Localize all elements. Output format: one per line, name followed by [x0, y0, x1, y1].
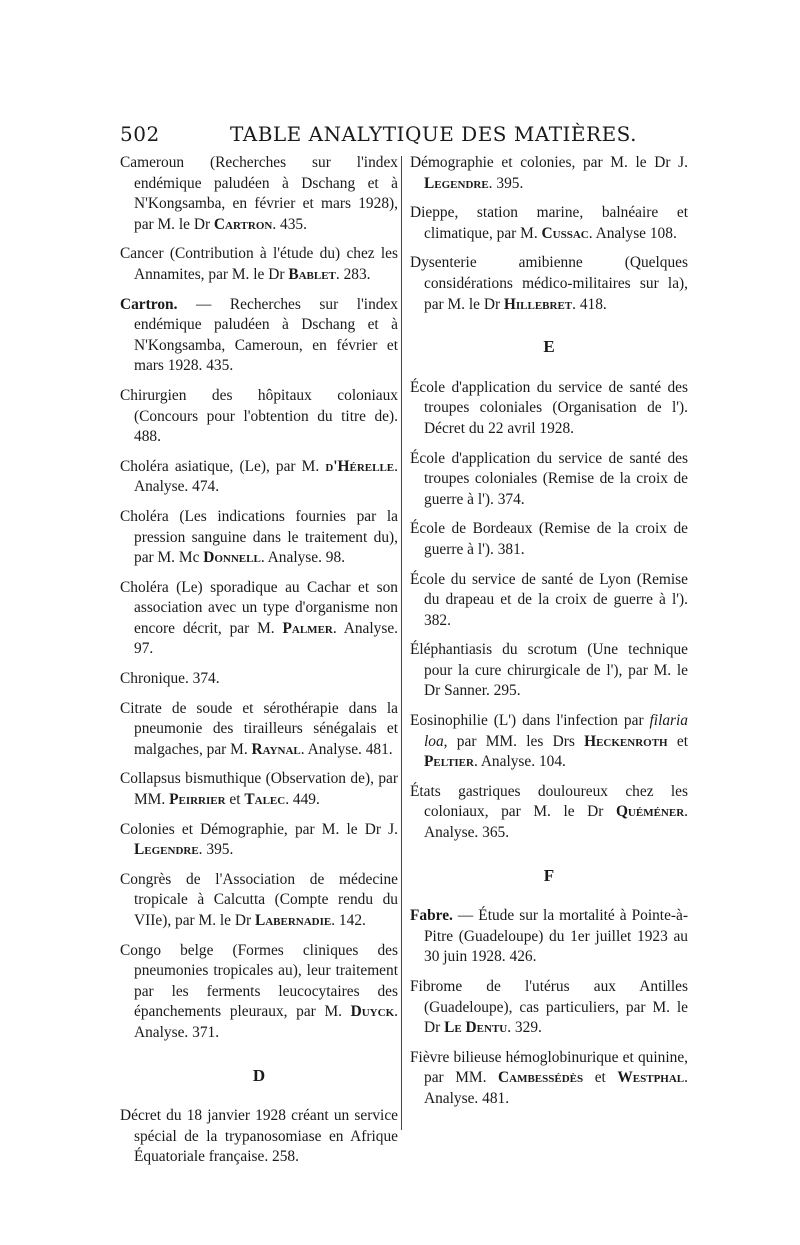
page-number: 502	[120, 122, 160, 146]
entry-text: Colonies et Démographie, par M. le Dr J.	[120, 820, 398, 838]
section-letter: D	[252, 1065, 266, 1085]
entry-text: Démographie et colonies, par M. le Dr J.	[410, 154, 688, 171]
index-entry	[120, 578, 398, 660]
index-entry	[410, 782, 688, 844]
entry-heading: Fabre.	[410, 907, 453, 925]
author-name: d'Hérelle	[325, 457, 395, 475]
right-column	[410, 153, 688, 1119]
entry-text: Fibrome de l'utérus aux Antilles (Guadeloupe), cas particuliers, par M. le Dr	[410, 978, 688, 1037]
index-entry	[120, 699, 398, 761]
entry-text: Dysenterie amibienne (Quelques considérations médico-militaires sur la), par M. le Dr	[410, 254, 688, 313]
left-column	[120, 153, 398, 1177]
author-name: Legendre	[134, 841, 199, 859]
entry-text: . Analyse. 371.	[134, 1003, 398, 1041]
entry-text: Choléra (Les indications fournies par la pression sanguine dans le traitement du), par M. Mc	[120, 507, 398, 567]
author-name: Bablet	[288, 265, 336, 283]
index-entry	[120, 820, 398, 861]
index-entry	[410, 519, 688, 560]
entry-text: filaria loa	[424, 712, 688, 750]
author-name: Cartron	[213, 215, 273, 233]
entry-text: Eosinophilie (L') dans l'infection par	[410, 712, 650, 730]
author-name: Raynal	[251, 740, 301, 758]
entry-text: Choléra (Le) sporadique au Cachar et son association avec un type d'organisme non encore décrit, par M.	[120, 578, 398, 637]
entry-text: et	[583, 1069, 618, 1087]
author-name: Labernadie	[254, 912, 332, 929]
entry-text: — Étude sur la mortalité à Pointe-à-Pitre (Guadeloupe) du 1er juillet 1923 au 30 juin 1928. 426.	[424, 907, 688, 966]
page-title: TABLE ANALYTIQUE DES MATIÈRES.	[230, 122, 638, 146]
index-entry	[120, 244, 398, 285]
entry-text: . 418.	[572, 295, 607, 313]
index-entry	[410, 640, 688, 702]
entry-text: Cameroun (Recherches sur l'index endémique paludéen à Dschang et à N'Kongsamba, en février et mars 1928), par M. le Dr	[120, 154, 398, 233]
entry-text: États gastriques douloureux chez les coloniaux, par M. le Dr	[410, 782, 688, 821]
entry-text: Chronique. 374.	[120, 670, 220, 688]
entry-text: . 395.	[198, 841, 234, 859]
author-name: Quéméner	[615, 803, 685, 821]
entry-text: Citrate de soude et sérothérapie dans la pneumonie des tirailleurs sénégalais et malgaches, par M.	[120, 699, 398, 758]
index-entry	[120, 153, 398, 235]
entry-text: . Analyse. 97.	[134, 619, 398, 658]
entry-text: . Analyse. 365.	[424, 803, 688, 842]
entry-text: . 283.	[335, 265, 371, 283]
entry-text: École de Bordeaux (Remise de la croix de guerre à l'). 381.	[410, 520, 688, 558]
index-entry	[120, 457, 398, 498]
index-entry	[410, 1048, 688, 1110]
index-entry	[410, 378, 688, 440]
author-name: Duyck	[350, 1003, 395, 1021]
author-name: Cussac	[541, 224, 589, 242]
author-name: Peirrier	[169, 791, 226, 809]
index-entry	[120, 769, 398, 810]
entry-text: . 435.	[272, 215, 307, 233]
entry-text: . 395.	[488, 174, 524, 192]
author-name: Cambessédès	[498, 1069, 584, 1087]
entry-text: . Analyse. 98.	[260, 549, 346, 567]
entry-heading: Cartron.	[120, 295, 178, 313]
entry-text: Congo belge (Formes cliniques des pneumonies tropicales au), leur traitement par les ferments leucocytaires des épanchements pleuraux, par M.	[120, 941, 398, 1021]
entry-text: Congrès de l'Association de médecine tropicale à Calcutta (Compte rendu du VIIe), par M. le Dr	[120, 870, 398, 929]
entry-text: . Analyse. 481.	[424, 1069, 688, 1107]
author-name: Donnell	[203, 549, 261, 567]
entry-text: École du service de santé de Lyon (Remise du drapeau et de la croix de guerre à l'). 382.	[410, 570, 688, 629]
index-entry	[120, 870, 398, 932]
entry-text: et	[667, 732, 688, 750]
index-entry	[120, 295, 398, 377]
entry-text: Dieppe, station marine, balnéaire et climatique, par M.	[410, 204, 688, 242]
entry-text: , par MM. les Drs	[443, 732, 585, 750]
entry-text: . Analyse. 481.	[300, 740, 393, 758]
index-entry	[120, 507, 398, 569]
entry-text: . Analyse 108.	[588, 224, 677, 242]
entry-text: Fièvre bilieuse hémoglobinurique et quinine, par MM.	[410, 1048, 688, 1087]
entry-text: Cancer (Contribution à l'étude du) chez les Annamites, par M. le Dr	[120, 245, 398, 283]
author-name: Heckenroth	[584, 732, 668, 750]
page-header	[120, 122, 680, 148]
entry-text: Collapsus bismuthique (Observation de), par MM.	[120, 770, 398, 809]
author-name: Le Dentu	[444, 1019, 508, 1037]
entry-text: et	[225, 791, 245, 809]
entry-text: . Analyse. 104.	[473, 753, 566, 771]
entry-text: . 449.	[285, 791, 320, 809]
entry-text: — Recherches sur l'index endémique paludéen à Dschang et à N'Kongsamba, Cameroun, en février et mars 1928. 435.	[134, 295, 398, 375]
index-entry	[120, 386, 398, 448]
index-entry	[410, 570, 688, 632]
entry-text: École d'application du service de santé des troupes coloniales (Remise de la croix de guerre à l'). 374.	[410, 449, 688, 508]
column-divider	[401, 156, 402, 1130]
entry-text: Chirurgien des hôpitaux coloniaux (Concours pour l'obtention du titre de). 488.	[120, 386, 398, 446]
index-entry	[120, 941, 398, 1044]
author-name: Westphal	[617, 1069, 685, 1087]
author-name: Palmer	[282, 619, 333, 637]
author-name: Talec	[244, 791, 286, 809]
section-letter: F	[543, 865, 555, 885]
entry-text: Décret du 18 janvier 1928 créant un service spécial de la trypanosomiase en Afrique Équatoriale française. 258.	[120, 1107, 398, 1166]
index-entry	[410, 253, 688, 315]
author-name: Legendre	[424, 174, 489, 192]
index-entry	[120, 669, 398, 690]
entry-text: École d'application du service de santé des troupes coloniales (Organisation de l'). Décret du 22 avril 1928.	[410, 378, 688, 437]
author-name: Hillebret	[503, 295, 573, 313]
entry-text: Éléphantiasis du scrotum (Une technique pour la cure chirurgicale de l'), par M. le Dr Sanner. 295.	[410, 641, 688, 700]
entry-text: . Analyse. 474.	[134, 457, 398, 496]
section-letter: E	[543, 337, 555, 357]
entry-text: Choléra asiatique, (Le), par M.	[120, 457, 326, 475]
index-entry	[410, 449, 688, 511]
index-entry	[410, 711, 688, 773]
index-entry	[410, 153, 688, 194]
index-entry	[410, 977, 688, 1039]
index-entry	[410, 906, 688, 968]
entry-text: . 329.	[507, 1019, 542, 1037]
index-entry	[120, 1106, 398, 1168]
entry-text: . 142.	[331, 912, 366, 929]
index-entry	[410, 203, 688, 244]
author-name: Peltier	[424, 753, 474, 771]
